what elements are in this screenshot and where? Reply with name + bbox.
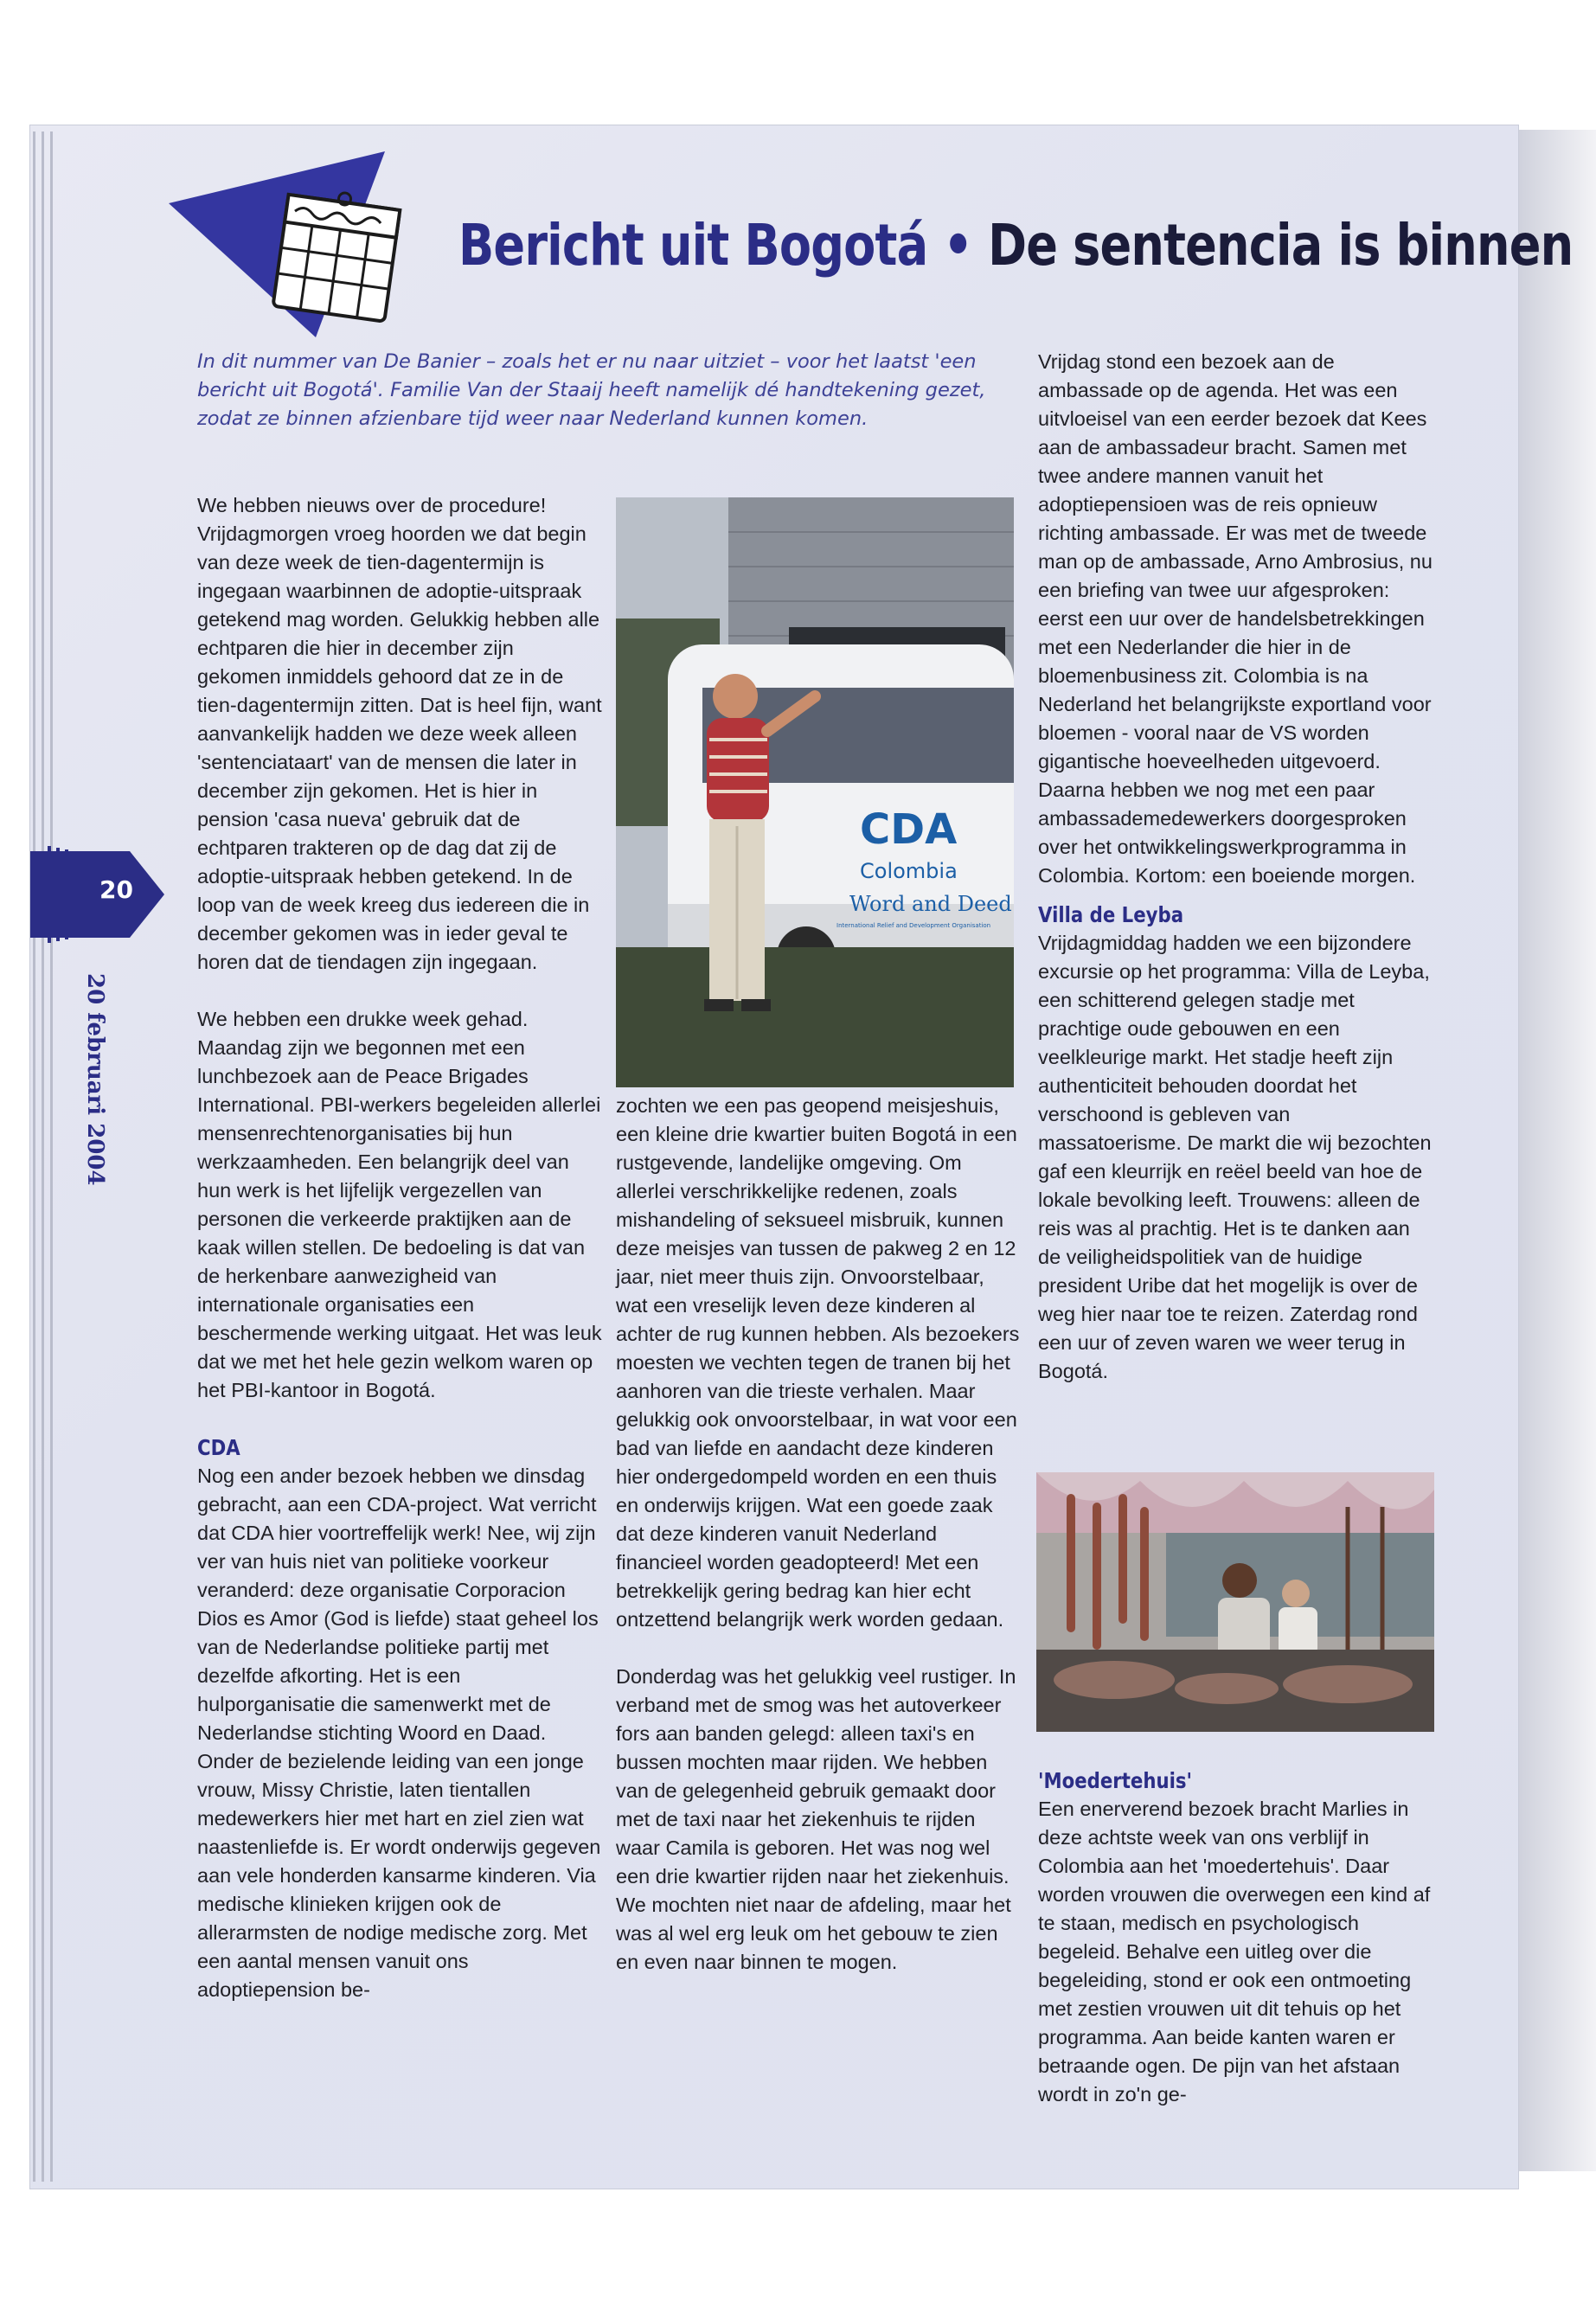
page-edge-line <box>42 131 44 2182</box>
photo-cda-van <box>616 497 1014 1087</box>
paragraph: Vrijdagmiddag hadden we een bijzondere excursie op het programma: Villa de Leyba, een schitterend gelegen stadje met prachtige oude gebouwen en een veelkleurige markt. Het stadje heeft zijn authenticiteit behouden doordat het verschoond is gebleven van massatoerisme. De markt die wij bezochten gaf een kleurrijk en reëel beeld van hoe de lokale bevolking leeft. Trouwens: alleen de reis was al prachtig. Het is te danken aan de veiligheidspolitiek van de huidige president Uribe dat het mogelijk is over de weg hier naar toe te reizen. Zaterdag rond een uur of zeven waren we weer terug in Bogotá. <box>1038 932 1432 1382</box>
van-logo-text: CDA <box>860 805 958 854</box>
column-1 <box>197 491 602 2033</box>
paragraph: Nog een ander bezoek hebben we dinsdag gebracht, aan een CDA-project. Wat verricht dat CDA hier voortreffelijk werk! Nee, wij zijn ver van huis niet van politieke voorkeur veranderd: deze organisatie Corporacion Dios es Amor (God is liefde) staat geheel los van de Nederlandse politieke partij met dezelfde afkorting. Het is een hulporganisatie die samenwerkt met de Nederlandse stichting Woord en Daad. Onder de bezielende leiding van een jonge vrouw, Missy Christie, laten tientallen medewerkers hier met hart en ziel zien wat naastenliefde is. Er wordt onderwijs gegeven aan vele honderden kansarme kinderen. Via medische klinieken krijgen ook de allerarmsten de nodige medische zorg. Met een aantal mensen vanuit ons adoptiepension be- <box>197 1465 601 2001</box>
section-heading-villa-de-leyba: Villa de Leyba <box>1038 902 1184 927</box>
column-2 <box>616 1092 1021 2005</box>
page-number: 20 <box>99 875 133 904</box>
issue-date: 20 februari 2004 <box>82 973 108 1186</box>
van-small-text: International Relief and Development Organisation <box>836 922 991 929</box>
paragraph: Vrijdag stond een bezoek aan de ambassade op de agenda. Het was een uitvloeisel van een eerder bezoek dat Kees aan de ambassadeur bracht. Samen met twee andere mannen vanuit het adoptiepensioen was de reis opnieuw richting ambassade. Er was met de tweede man op de ambassade, Arno Ambrosius, nu een briefing van twee uur afgesproken: eerst een uur over de handelsbetrekkingen met een Nederlander die hier in de bloemenbusiness zit. Colombia is na Nederland het belangrijkste exportland voor bloemen - vooral naar de VS worden gigantische hoeveelheden uitgevoerd. Daarna hebben we nog met een paar ambassademedewerkers doorgesproken over het ontwikkelingswerkprogramma in Colombia. Kortom: een boeiende morgen. <box>1038 350 1433 887</box>
paragraph: zochten we een pas geopend meisjeshuis, een kleine drie kwartier buiten Bogotá in een rustgevende, landelijke omgeving. Om allerlei verschrikkelijke redenen, zoals mishandeling of seksueel misbruik, kunnen deze meisjes van tussen de pakweg 2 en 12 jaar, niet meer thuis zijn. Onvoorstelbaar, wat een vreselijk leven deze kinderen al achter de rug kunnen hebben. Als bezoekers moesten we vechten tegen de tranen bij het aanhoren van die trieste verhalen. Maar gelukkig ook onvoorstelbaar, in wat voor een bad van liefde en aandacht deze kinderen hier ondergedompeld worden en een thuis en onderwijs krijgen. Wat een goede zaak dat deze kinderen vanuit Nederland financieel worden geadopteerd! Met een betrekkelijk gering bedrag kan hier echt ontzettend belangrijk werk worden gedaan. <box>616 1094 1020 1631</box>
section-heading-cda: CDA <box>197 1435 240 1460</box>
van-slogan-text: Word and Deed <box>849 892 1012 916</box>
paragraph: Donderdag was het gelukkig veel rustiger. In verband met de smog was het autoverkeer fors aan banden gelegd: alleen taxi's en bussen mochten maar rijden. We hebben van de gelegenheid gebruik gemaakt door met de taxi naar het ziekenhuis te rijden waar Camila is geboren. Het was nog wel een drie kwartier rijden naar het ziekenhuis. We mochten niet naar de afdeling, maar het was al wel erg leuk om het gebouw te zien en even naar binnen te mogen. <box>616 1665 1016 1973</box>
page-edge-line <box>50 131 53 2182</box>
paragraph: We hebben nieuws over de procedure! Vrijdagmorgen vroeg hoorden we dat begin van deze week de tien-dagentermijn is ingegaan waarbinnen de adoptie-uitspraak getekend mag worden. Gelukkig hebben alle echtparen die hier in december zijn gekomen inmiddels gehoord dat ze in de tien-dagentermijn zitten. Dat is heel fijn, want aanvankelijk hadden we deze week alleen 'sentenciataart' van de mensen die later in december zijn gekomen. Het is hier in pension 'casa nueva' gebruik dat de echtparen trakteren op de dag dat zij de adoptie-uitspraak hebben getekend. In de loop van de week kreeg dus iedereen die in december gekomen was in ieder geval te horen dat de tiendagen zijn ingegaan. <box>197 494 602 973</box>
photo-market <box>1036 1472 1434 1732</box>
page-edge-line <box>33 131 35 2182</box>
lead-paragraph: In dit nummer van De Banier – zoals het er nu naar uitziet – voor het laatst 'een bericht uit Bogotá'. Familie Van der Staaij heeft namelijk dé handtekening gezet, zodat ze binnen afzienbare tijd weer naar Nederland kunnen komen. <box>197 350 986 430</box>
paragraph: Een enerverend bezoek bracht Marlies in deze achtste week van ons verblijf in Colombia aan het 'moedertehuis'. Daar worden vrouwen die overwegen een kind af te staan, medisch en psychologisch begeleid. Behalve een uitleg over die begeleiding, stond er ook een ontmoeting met zestien vrouwen uit dit tehuis op het programma. Aan beide kanten waren er betraande ogen. De pijn van het afstaan wordt in zo'n ge- <box>1038 1798 1431 2106</box>
column-3-continued <box>1038 1766 1434 2138</box>
calendar-icon <box>169 151 445 342</box>
next-page-edge <box>1518 130 1596 2171</box>
section-heading-moedertehuis: 'Moedertehuis' <box>1038 1768 1193 1793</box>
paragraph: We hebben een drukke week gehad. Maandag zijn we begonnen met een lunchbezoek aan de Peace Brigades International. PBI-werkers begeleiden allerlei mensenrechtenorganisaties bij hun werkzaamheden. Een belangrijk deel van hun werk is het lijfelijk vergezellen van personen die verkeerde praktijken aan de kaak willen stellen. De bedoeling is dat van de herkenbare aanwezigheid van internationale organisaties een beschermende werking uitgaat. Het was leuk dat we met het hele gezin welkom waren op het PBI-kantoor in Bogotá. <box>197 1008 602 1401</box>
page-title: Bericht uit Bogotá • De sentencia is binnen <box>458 212 1574 279</box>
column-3 <box>1038 348 1434 1414</box>
van-country-text: Colombia <box>860 859 958 883</box>
